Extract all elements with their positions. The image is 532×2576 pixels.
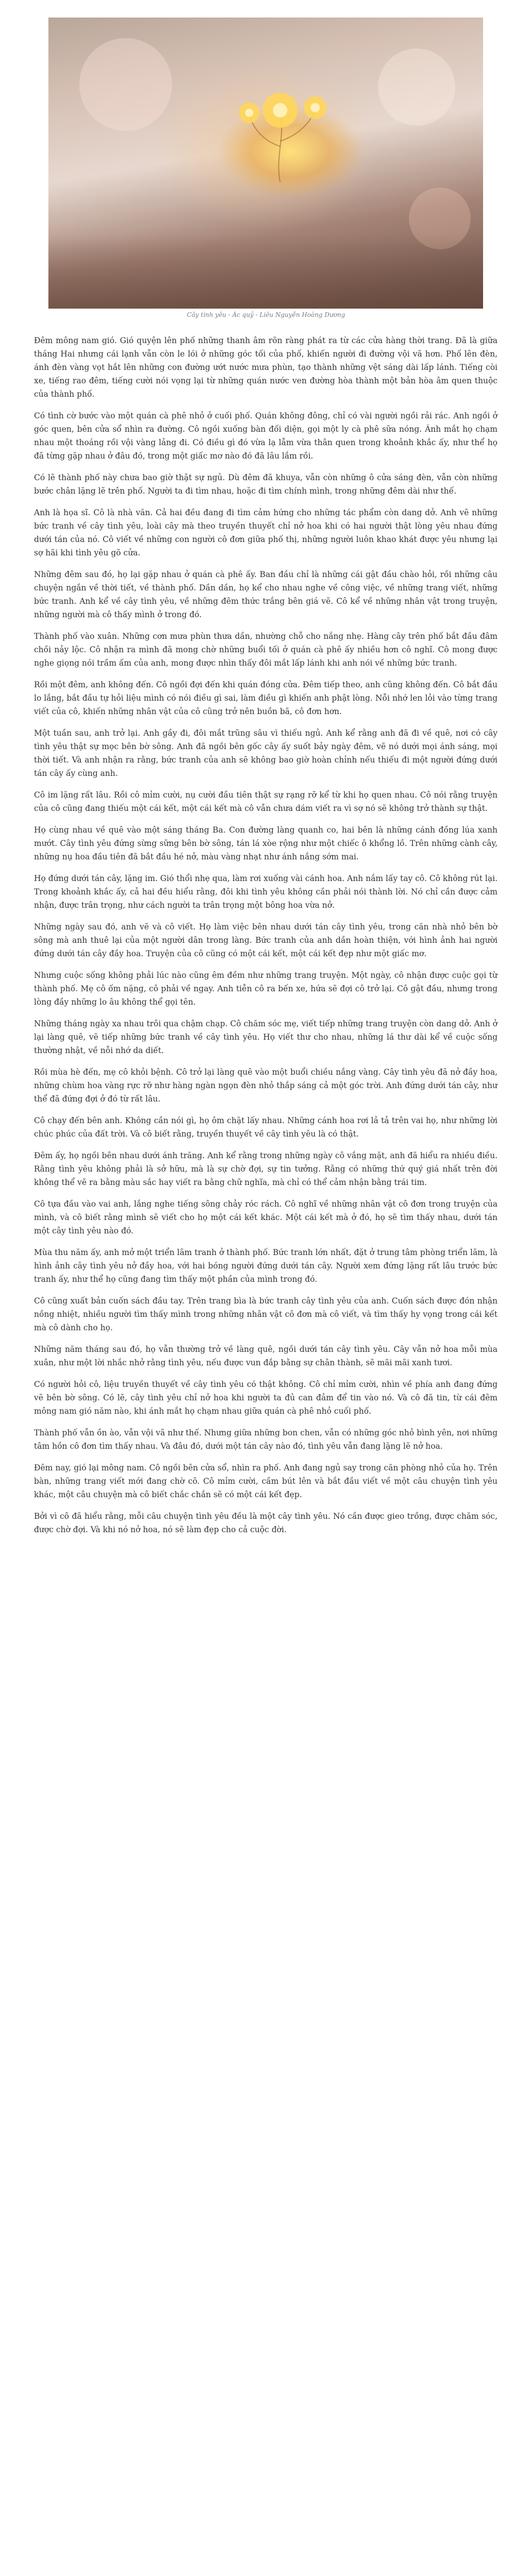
article-paragraph: Những tháng ngày xa nhau trôi qua chậm chạp. Cô chăm sóc mẹ, viết tiếp những trang truyện còn dang dở. Anh ở lại làng quê, vẽ tiếp những bức tranh về cây tình yêu. Họ viết thư cho nhau, những lá thư dài kể về cuộc sống thường nhật, về nỗi nhớ da diết. bbox=[34, 1019, 497, 1055]
article-paragraph: Một tuần sau, anh trở lại. Anh gầy đi, đôi mắt trũng sâu vì thiếu ngủ. Anh kể rằng anh đã đi về quê, nơi có cây tình yêu thật sự mọc bên bờ sông. Anh đã ngồi bên gốc cây ấy suốt bảy ngày đêm, vẽ nó dưới mọi ánh sáng, mọi thời tiết. Và anh nhận ra rằng, bức tranh của anh sẽ không bao giờ hoàn chỉnh nếu thiếu đi một người đứng dưới tán cây ấy cùng anh. bbox=[34, 728, 497, 778]
article-paragraph: Thành phố vào xuân. Những cơn mưa phùn thưa dần, nhường chỗ cho nắng nhẹ. Hàng cây trên phố bắt đầu đâm chồi nảy lộc. Cô nhận ra mình đã mong chờ những buổi tối ở quán cà phê ấy nhiều hơn cô nghĩ. Cô mong được nghe giọng nói trầm ấm của anh, mong được nhìn thấy đôi mắt lấp lánh khi anh nói về những bức tranh. bbox=[34, 632, 497, 668]
flower-illustration bbox=[177, 54, 383, 188]
article-paragraph: Mùa thu năm ấy, anh mở một triển lãm tranh ở thành phố. Bức tranh lớn nhất, đặt ở trung tâm phòng triển lãm, là hình ảnh cây tình yêu nở đầy hoa, với hai bóng người đứng dưới tán cây. Người xem đứng lặng rất lâu trước bức tranh ấy, như thể họ cũng đang tìm thấy một phần của mình trong đó. bbox=[34, 1248, 497, 1284]
article-paragraph: Đêm nay, gió lại mông nam. Cô ngồi bên cửa sổ, nhìn ra phố. Anh đang ngủ say trong căn phòng nhỏ của họ. Trên bàn, những trang viết mới đang chờ cô. Cô mỉm cười, cầm bút lên và bắt đầu viết về một câu chuyện tình yêu khác, một câu chuyện mà cô biết chắc chắn sẽ có một cái kết đẹp. bbox=[34, 1463, 497, 1499]
article-paragraph: Cô chạy đến bên anh. Không cần nói gì, họ ôm chặt lấy nhau. Những cánh hoa rơi lả tả trên vai họ, như những lời chúc phúc của đất trời. Và cô biết rằng, truyền thuyết về cây tình yêu là có thật. bbox=[34, 1116, 497, 1139]
image-caption: Cây tình yêu - Ác quỷ - Liêu Nguyễn Hoàng Dương bbox=[186, 311, 346, 318]
article-paragraph: Bởi vì cô đã hiểu rằng, mỗi câu chuyện tình yêu đều là một cây tình yêu. Nó cần được gieo trồng, được chăm sóc, được chờ đợi. Và khi nó nở hoa, nó sẽ làm đẹp cho cả cuộc đời. bbox=[34, 1512, 497, 1534]
article-paragraph: Đêm ấy, họ ngồi bên nhau dưới ánh trăng. Anh kể rằng trong những ngày cô vắng mặt, anh đã hiểu ra nhiều điều. Rằng tình yêu không phải là sở hữu, mà là sự chờ đợi, sự tin tưởng. Rằng có những thứ quý giá nhất trên đời không thể vẽ ra bằng màu sắc hay viết ra bằng chữ nghĩa, mà chỉ có thể cảm nhận bằng trái tim. bbox=[34, 1151, 497, 1187]
article-paragraph: Những năm tháng sau đó, họ vẫn thường trở về làng quê, ngồi dưới tán cây tình yêu. Cây vẫn nở hoa mỗi mùa xuân, như một lời nhắc nhở rằng tình yêu, nếu được vun đắp bằng sự chân thành, sẽ mãi mãi xanh tươi. bbox=[34, 1345, 497, 1367]
article-paragraph: Nhưng cuộc sống không phải lúc nào cũng êm đềm như những trang truyện. Một ngày, cô nhận được cuộc gọi từ thành phố. Mẹ cô ốm nặng, cô phải về ngay. Anh tiễn cô ra bến xe, hứa sẽ đợi cô trở lại. Cô gật đầu, nhưng trong lòng đầy những lo âu không thể gọi tên. bbox=[34, 971, 497, 1007]
article-paragraph: Có người hỏi cô, liệu truyền thuyết về cây tình yêu có thật không. Cô chỉ mỉm cười, nhìn về phía anh đang đứng vẽ bên bờ sông. Có lẽ, cây tình yêu chỉ nở hoa khi người ta đủ can đảm để tin vào nó. Và cô đã tin, từ cái đêm mông nam gió năm nào, khi ánh mắt họ chạm nhau giữa quán cà phê nhỏ cuối phố. bbox=[34, 1380, 497, 1416]
article-paragraph: Cô cũng xuất bản cuốn sách đầu tay. Trên trang bìa là bức tranh cây tình yêu của anh. Cuốn sách được đón nhận nồng nhiệt, nhiều người tìm thấy mình trong những nhân vật cô đơn mà cô viết, và tìm thấy hy vọng trong cái kết mà cô dành cho họ. bbox=[34, 1296, 497, 1332]
article-body bbox=[34, 334, 497, 1545]
article-paragraph: Rồi mùa hè đến, mẹ cô khỏi bệnh. Cô trở lại làng quê vào một buổi chiều nắng vàng. Cây tình yêu đã nở đầy hoa, những chùm hoa vàng rực rỡ như hàng ngàn ngọn đèn nhỏ thắp sáng cả một góc trời. Anh đứng dưới tán cây, như thể đã đứng đợi ở đó từ rất lâu. bbox=[34, 1067, 497, 1104]
article-paragraph: Những ngày sau đó, anh vẽ và cô viết. Họ làm việc bên nhau dưới tán cây tình yêu, trong căn nhà nhỏ bên bờ sông mà anh thuê lại của một người dân trong làng. Bức tranh của anh dần hoàn thiện, với hình ảnh hai người đứng dưới tán cây đầy hoa. Truyện của cô cũng có một cái kết, một cái kết đẹp như một giấc mơ. bbox=[34, 922, 497, 958]
article-paragraph: Có tình cờ bước vào một quán cà phê nhỏ ở cuối phố. Quán không đông, chỉ có vài người ngồi rải rác. Anh ngồi ở góc quen, bên cửa sổ nhìn ra đường. Cô ngồi xuống bàn đối diện, gọi một ly cà phê sữa nóng. Ánh mắt họ chạm nhau một thoáng rồi vội vàng lảng đi. Có điều gì đó vừa lạ lẫm vừa thân quen trong khoảnh khắc ấy, như thể họ đã từng gặp nhau ở đâu đó, trong một giấc mơ nào đó đã lâu lắm rồi. bbox=[34, 411, 497, 461]
article-paragraph: Rồi một đêm, anh không đến. Cô ngồi đợi đến khi quán đóng cửa. Đêm tiếp theo, anh cũng không đến. Cô bắt đầu lo lắng, bắt đầu tự hỏi liệu mình có nói điều gì sai, làm điều gì khiến anh phật lòng. Nỗi nhớ len lỏi vào từng trang viết của cô, khiến những nhân vật của cô cũng trở nên buồn bã, cô đơn hơn. bbox=[34, 680, 497, 716]
article-paragraph: Cô im lặng rất lâu. Rồi cô mỉm cười, nụ cười đầu tiên thật sự rạng rỡ kể từ khi họ quen nhau. Cô nói rằng truyện của cô cũng đang thiếu một cái kết, một cái kết mà cô vẫn chưa dám viết ra vì sợ nó sẽ không trở thành sự thật. bbox=[34, 790, 497, 813]
article-paragraph: Anh là họa sĩ. Cô là nhà văn. Cả hai đều đang đi tìm cảm hứng cho những tác phẩm còn dang dở. Anh vẽ những bức tranh về cây tình yêu, loài cây mà theo truyền thuyết chỉ nở hoa khi có hai người thật lòng yêu nhau đứng dưới tán của nó. Cô viết về những con người cô đơn giữa phố thị, những người luôn khao khát được yêu nhưng lại sợ hãi khi tình yêu gõ cửa. bbox=[34, 508, 497, 557]
article-paragraph: Họ đứng dưới tán cây, lặng im. Gió thổi nhẹ qua, làm rơi xuống vài cánh hoa. Anh nắm lấy tay cô. Cô không rút lại. Trong khoảnh khắc ấy, cả hai đều hiểu rằng, đôi khi tình yêu không cần phải nói thành lời. Nó chỉ cần được cảm nhận, được trân trọng, như cách người ta trân trọng một bông hoa vừa nở. bbox=[34, 874, 497, 910]
hero-shade bbox=[48, 234, 483, 309]
top-spacer bbox=[0, 0, 532, 18]
article-paragraph: Họ cùng nhau về quê vào một sáng tháng Ba. Con đường làng quanh co, hai bên là những cánh đồng lúa xanh mướt. Cây tình yêu đứng sừng sững bên bờ sông, tán lá xòe rộng như một chiếc ô khổng lồ. Trên những cành cây, những nụ hoa đầu tiên đã bắt đầu hé nở, màu vàng nhạt như ánh nắng sớm mai. bbox=[34, 825, 497, 861]
article-paragraph: Cô tựa đầu vào vai anh, lắng nghe tiếng sông chảy róc rách. Cô nghĩ về những nhân vật cô đơn trong truyện của mình, và cô biết rằng mình sẽ viết cho họ một cái kết khác. Một cái kết mà ở đó, họ sẽ tìm thấy nhau, dưới tán một cây tình yêu nào đó. bbox=[34, 1199, 497, 1235]
article-paragraph: Đêm mông nam gió. Gió quyện lên phố những thanh âm rõn ràng phát ra từ các cửa hàng thời trang. Đã là giữa tháng Hai nhưng cái lạnh vẫn còn le lói ở những góc tối của phố, khiến người đi đường vội vã hơn. Phố lên đèn, ánh đèn vàng vọt hắt lên những con đường ướt nước mưa phùn, tạo thành những vệt sáng dài lấp lánh. Tiếng còi xe, tiếng rao đêm, tiếng cười nói vọng lại từ những quán nước ven đường hòa thành một bản hòa âm quen thuộc của thành phố. bbox=[34, 336, 497, 399]
article-paragraph: Những đêm sau đó, họ lại gặp nhau ở quán cà phê ấy. Ban đầu chỉ là những cái gật đầu chào hỏi, rồi những câu chuyện ngắn về thời tiết, về thành phố. Dần dần, họ kể cho nhau nghe về công việc, về những trang viết, những bức tranh. Anh kể về cây tình yêu, về những đêm thức trắng bên giá vẽ. Cô kể về những nhân vật trong truyện, những người mà cô thấy mình ở trong đó. bbox=[34, 570, 497, 619]
hero-image bbox=[48, 18, 483, 309]
article-paragraph: Có lẽ thành phố này chưa bao giờ thật sự ngủ. Dù đêm đã khuya, vẫn còn những ô cửa sáng đèn, vẫn còn những bước chân lặng lẽ trên phố. Người ta đi tìm nhau, hoặc đi tìm chính mình, trong những đêm dài như thế. bbox=[34, 473, 497, 496]
article-paragraph: Thành phố vẫn ồn ào, vẫn vội vã như thế. Nhưng giữa những bon chen, vẫn có những góc nhỏ bình yên, nơi những tâm hồn cô đơn tìm thấy nhau. Và đâu đó, dưới một tán cây nào đó, tình yêu vẫn đang lặng lẽ nở hoa. bbox=[34, 1428, 497, 1451]
bokeh-light bbox=[378, 48, 455, 126]
bokeh-light bbox=[79, 38, 172, 131]
